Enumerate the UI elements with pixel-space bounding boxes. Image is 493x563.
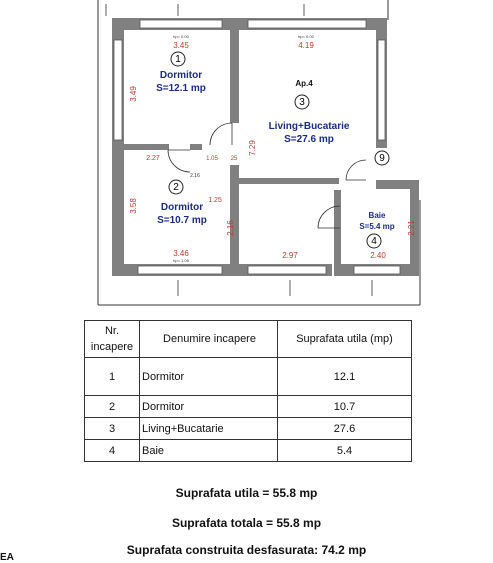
cell-area: 12.1 xyxy=(278,358,412,396)
cell-nr: 4 xyxy=(85,440,140,462)
room-4-name: Baie xyxy=(368,211,386,220)
room-2-depth: 2.16 xyxy=(226,220,235,236)
room-2-width: 3.46 xyxy=(173,249,189,258)
cell-name: Dormitor xyxy=(140,396,278,418)
area-table xyxy=(84,320,412,462)
room-1-area: S=12.1 mp xyxy=(156,83,206,94)
room-1-height: 3.49 xyxy=(129,86,138,102)
table-row xyxy=(85,358,412,396)
room-1-name: Dormitor xyxy=(159,70,203,81)
room-4-number: 4 xyxy=(371,236,377,247)
room-3-name: Living+Bucatarie xyxy=(268,121,350,132)
room-3-area: S=27.6 mp xyxy=(284,134,334,145)
hall-small: 25 xyxy=(230,156,238,162)
room-2-height: 3.58 xyxy=(129,198,138,214)
table-row xyxy=(85,418,412,440)
cell-area: 27.6 xyxy=(278,418,412,440)
room-1-width: 3.45 xyxy=(173,41,189,50)
cell-nr: 3 xyxy=(85,418,140,440)
apartment-label: Ap.4 xyxy=(295,79,313,88)
total-usable: Suprafata utila = 55.8 mp xyxy=(175,486,318,500)
label-9: 9 xyxy=(379,153,385,164)
living-bottom-dim: 2.97 xyxy=(282,251,298,260)
table-row xyxy=(85,396,412,418)
room-3-number: 3 xyxy=(299,97,305,108)
room-2-number: 2 xyxy=(173,182,179,193)
room-2-name: Dormitor xyxy=(160,202,204,213)
room-4-area: S=5.4 mp xyxy=(359,222,395,231)
total-built: Suprafata construita desfasurata: 74.2 mp xyxy=(126,543,367,557)
room-2-sill: hp= 1.05 xyxy=(173,258,189,263)
header-nr: Nr. incapere xyxy=(85,321,140,358)
room-3-sill: hp= 0.00 xyxy=(298,34,314,39)
table-row xyxy=(85,440,412,462)
table-header-row xyxy=(85,321,412,358)
cell-name: Baie xyxy=(140,440,278,462)
header-name: Denumire incapere xyxy=(140,321,278,358)
total-area: Suprafata totala = 55.8 mp xyxy=(171,516,322,530)
room-4-width: 2.40 xyxy=(370,251,386,260)
door-width: 1.05 xyxy=(206,156,218,162)
cell-name: Living+Bucatarie xyxy=(140,418,278,440)
room-2-area: S=10.7 mp xyxy=(157,215,207,226)
cell-area: 5.4 xyxy=(278,440,412,462)
cell-name: Dormitor xyxy=(140,358,278,396)
header-area: Suprafata utila (mp) xyxy=(278,321,412,358)
cell-area: 10.7 xyxy=(278,396,412,418)
room-3-width: 4.19 xyxy=(298,41,314,50)
hall-width: 2.27 xyxy=(146,155,160,162)
room-4-height: 2.21 xyxy=(407,220,416,236)
hall-note: 2.16 xyxy=(190,173,200,179)
room-1-sill: hp= 0.00 xyxy=(173,34,189,39)
room-1-number: 1 xyxy=(175,54,181,65)
corner-label: EA xyxy=(0,552,14,563)
room-3-height: 7.29 xyxy=(248,140,257,156)
door-2-width: 1.25 xyxy=(208,197,222,204)
cell-nr: 1 xyxy=(85,358,140,396)
cell-nr: 2 xyxy=(85,396,140,418)
